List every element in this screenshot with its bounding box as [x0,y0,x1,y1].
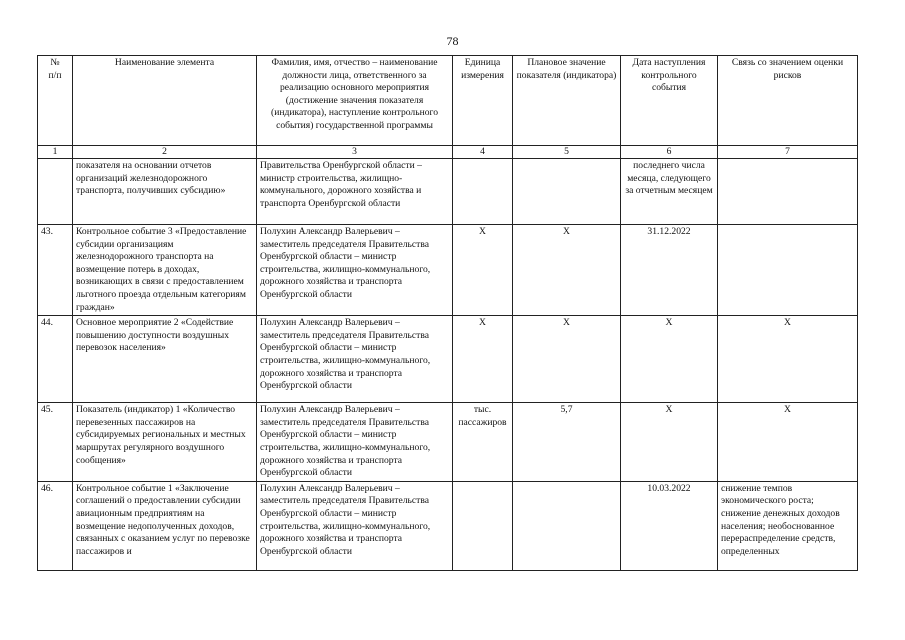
column-number: 2 [73,146,257,159]
row-risk-link [718,225,858,316]
column-number: 5 [513,146,621,159]
row-element-name: Контрольное событие 1 «Заключение соглашений о предоставлении субсидии авиационным предприятиям на возмещение недополученных доходов, связанных с оказанием услуг по перевозке пассажиров и [73,481,257,570]
row-number: 43. [38,225,73,316]
column-number: 1 [38,146,73,159]
row-plan-value: Х [513,225,621,316]
column-number: 6 [621,146,718,159]
table-row [38,316,858,403]
header-row [38,56,858,146]
row-risk-link [718,159,858,225]
row-plan-value [513,159,621,225]
header-plan-value: Плановое значение показателя (индикатора) [513,56,621,146]
row-responsible: Полухин Александр Валерьевич – заместитель председателя Правительства Оренбургской области – министр строительства, жилищно-коммунального, дорожного хозяйства и транспорта Оренбургской области [257,481,453,570]
row-risk-link: снижение темпов экономического роста; снижение денежных доходов населения; необоснованное перераспределение средств, определенных [718,481,858,570]
row-element-name: Основное мероприятие 2 «Содействие повышению доступности воздушных перевозок населения» [73,316,257,403]
table-row [38,225,858,316]
row-unit: тыс. пассажиров [453,403,513,482]
control-events-table [37,55,858,571]
row-event-date: 31.12.2022 [621,225,718,316]
page-number: 78 [446,34,459,48]
row-element-name: Показатель (индикатор) 1 «Количество перевезенных пассажиров на субсидируемых региональных и местных маршрутах регулярного воздушного сообщения» [73,403,257,482]
header-responsible: Фамилия, имя, отчество – наименование должности лица, ответственного за реализацию основного мероприятия (достижение значения показателя (индикатора), наступление контрольного события) государственной программы [257,56,453,146]
header-unit: Единица измерения [453,56,513,146]
row-element-name: показателя на основании отчетов организаций железнодорожного транспорта, получивших субсидию» [73,159,257,225]
row-event-date: последнего числа месяца, следующего за отчетным месяцем [621,159,718,225]
row-responsible: Правительства Оренбургской области – министр строительства, жилищно-коммунального, дорожного хозяйства и транспорта Оренбургской области [257,159,453,225]
row-event-date: Х [621,316,718,403]
row-unit [453,159,513,225]
column-number: 3 [257,146,453,159]
header-risk-link: Связь со значением оценки рисков [718,56,858,146]
row-unit: Х [453,316,513,403]
table-row [38,403,858,482]
row-unit [453,481,513,570]
header-element-name: Наименование элемента [73,56,257,146]
table-row [38,159,858,225]
header-number: № п/п [38,56,73,146]
row-responsible: Полухин Александр Валерьевич – заместитель председателя Правительства Оренбургской области – министр строительства, жилищно-коммунального, дорожного хозяйства и транспорта Оренбургской области [257,403,453,482]
table-row [38,481,858,570]
column-number: 7 [718,146,858,159]
row-risk-link: Х [718,316,858,403]
row-element-name: Контрольное событие 3 «Предоставление субсидии организациям железнодорожного транспорта на возмещение потерь в доходах, возникающих в связи с предоставлением льготного проезда отдельным категориям граждан» [73,225,257,316]
row-number: 44. [38,316,73,403]
row-responsible: Полухин Александр Валерьевич – заместитель председателя Правительства Оренбургской области – министр строительства, жилищно-коммунального, дорожного хозяйства и транспорта Оренбургской области [257,316,453,403]
column-number-row [38,146,858,159]
row-responsible: Полухин Александр Валерьевич – заместитель председателя Правительства Оренбургской области – министр строительства, жилищно-коммунального, дорожного хозяйства и транспорта Оренбургской области [257,225,453,316]
row-plan-value: Х [513,316,621,403]
header-event-date: Дата наступления контрольного события [621,56,718,146]
row-number [38,159,73,225]
row-event-date: Х [621,403,718,482]
row-plan-value: 5,7 [513,403,621,482]
row-number: 46. [38,481,73,570]
row-number: 45. [38,403,73,482]
row-risk-link: Х [718,403,858,482]
row-unit: Х [453,225,513,316]
column-number: 4 [453,146,513,159]
row-plan-value [513,481,621,570]
row-event-date: 10.03.2022 [621,481,718,570]
